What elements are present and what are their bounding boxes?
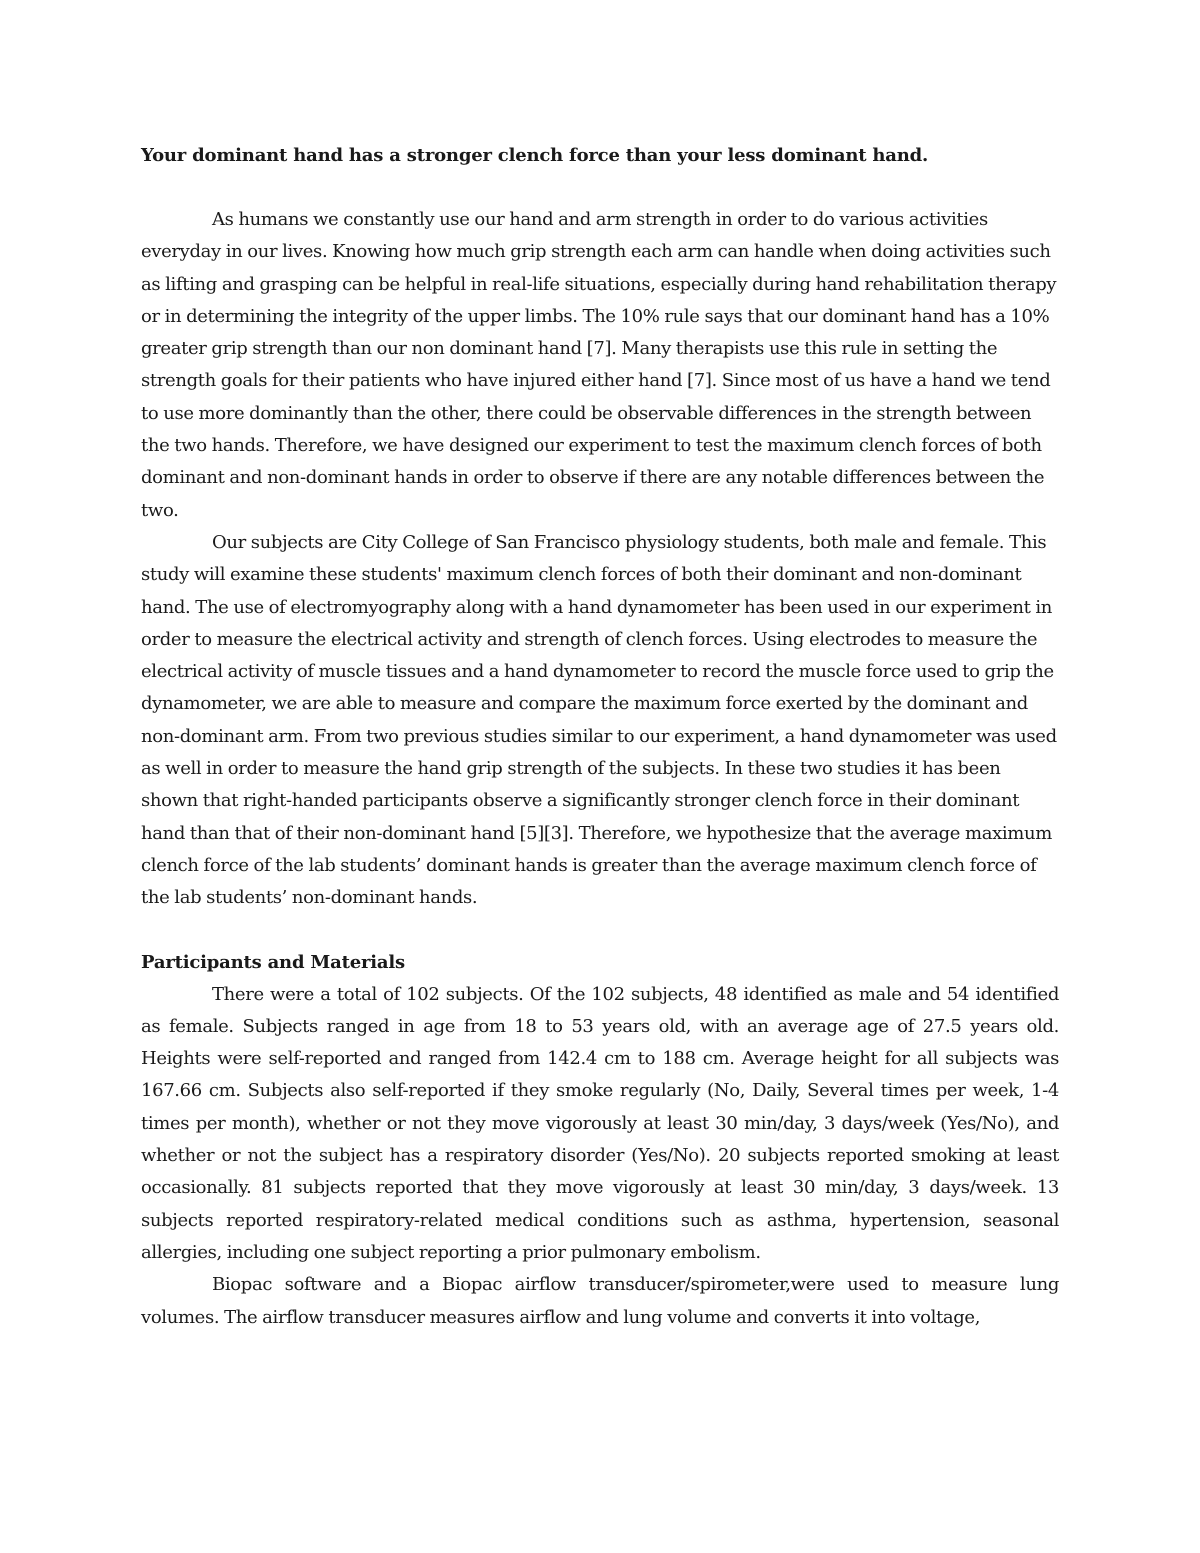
materials-paragraph: Biopac software and a Biopac airflow transducer/spirometer,were used to measure lung volumes. The airflow transducer measures airflow and lung volume and converts it into voltage, <box>141 1274 1059 1328</box>
document-body <box>141 140 1059 1334</box>
intro-paragraph-1: As humans we constantly use our hand and arm strength in order to do various activities everyday in our lives. Knowing how much grip strength each arm can handle when doing activities such as lifting and grasping can be helpful in real-life situations, especially during hand rehabilitation therapy or in determining the integrity of the upper limbs. The 10% rule says that our dominant hand has a 10% greater grip strength than our non dominant hand [7]. Many therapists use this rule in setting the strength goals for their patients who have injured either hand [7]. Since most of us have a hand we tend to use more dominantly than the other, there could be observable differences in the strength between the two hands. Therefore, we have designed our experiment to test the maximum clench forces of both dominant and non-dominant hands in order to observe if there are any notable differences between the two. <box>141 209 1057 521</box>
section-heading-participants: Participants and Materials <box>141 951 405 973</box>
intro-paragraph-2: Our subjects are City College of San Francisco physiology students, both male and female. This study will examine these students' maximum clench forces of both their dominant and non-dominant hand. The use of electromyography along with a hand dynamometer has been used in our experiment in order to measure the electrical activity and strength of clench forces. Using electrodes to measure the electrical activity of muscle tissues and a hand dynamometer to record the muscle force used to grip the dynamometer, we are able to measure and compare the maximum force exerted by the dominant and non-dominant arm. From two previous studies similar to our experiment, a hand dynamometer was used as well in order to measure the hand grip strength of the subjects. In these two studies it has been shown that right-handed participants observe a significantly stronger clench force in their dominant hand than that of their non-dominant hand [5][3]. Therefore, we hypothesize that the average maximum clench force of the lab students’ dominant hands is greater than the average maximum clench force of the lab students’ non-dominant hands. <box>141 531 1057 909</box>
document-title: Your dominant hand has a stronger clench force than your less dominant hand. <box>141 145 929 166</box>
participants-paragraph: There were a total of 102 subjects. Of the 102 subjects, 48 identified as male and 54 identified as female. Subjects ranged in age from 18 to 53 years old, with an average age of 27.5 years old. Heights were self-reported and ranged from 142.4 cm to 188 cm. Average height for all subjects was 167.66 cm. Subjects also self-reported if they smoke regularly (No, Daily, Several times per week, 1-4 times per month), whether or not they move vigorously at least 30 min/day, 3 days/week (Yes/No), and whether or not the subject has a respiratory disorder (Yes/No). 20 subjects reported smoking at least occasionally. 81 subjects reported that they move vigorously at least 30 min/day, 3 days/week. 13 subjects reported respiratory-related medical conditions such as asthma, hypertension, seasonal allergies, including one subject reporting a prior pulmonary embolism. <box>141 983 1059 1263</box>
